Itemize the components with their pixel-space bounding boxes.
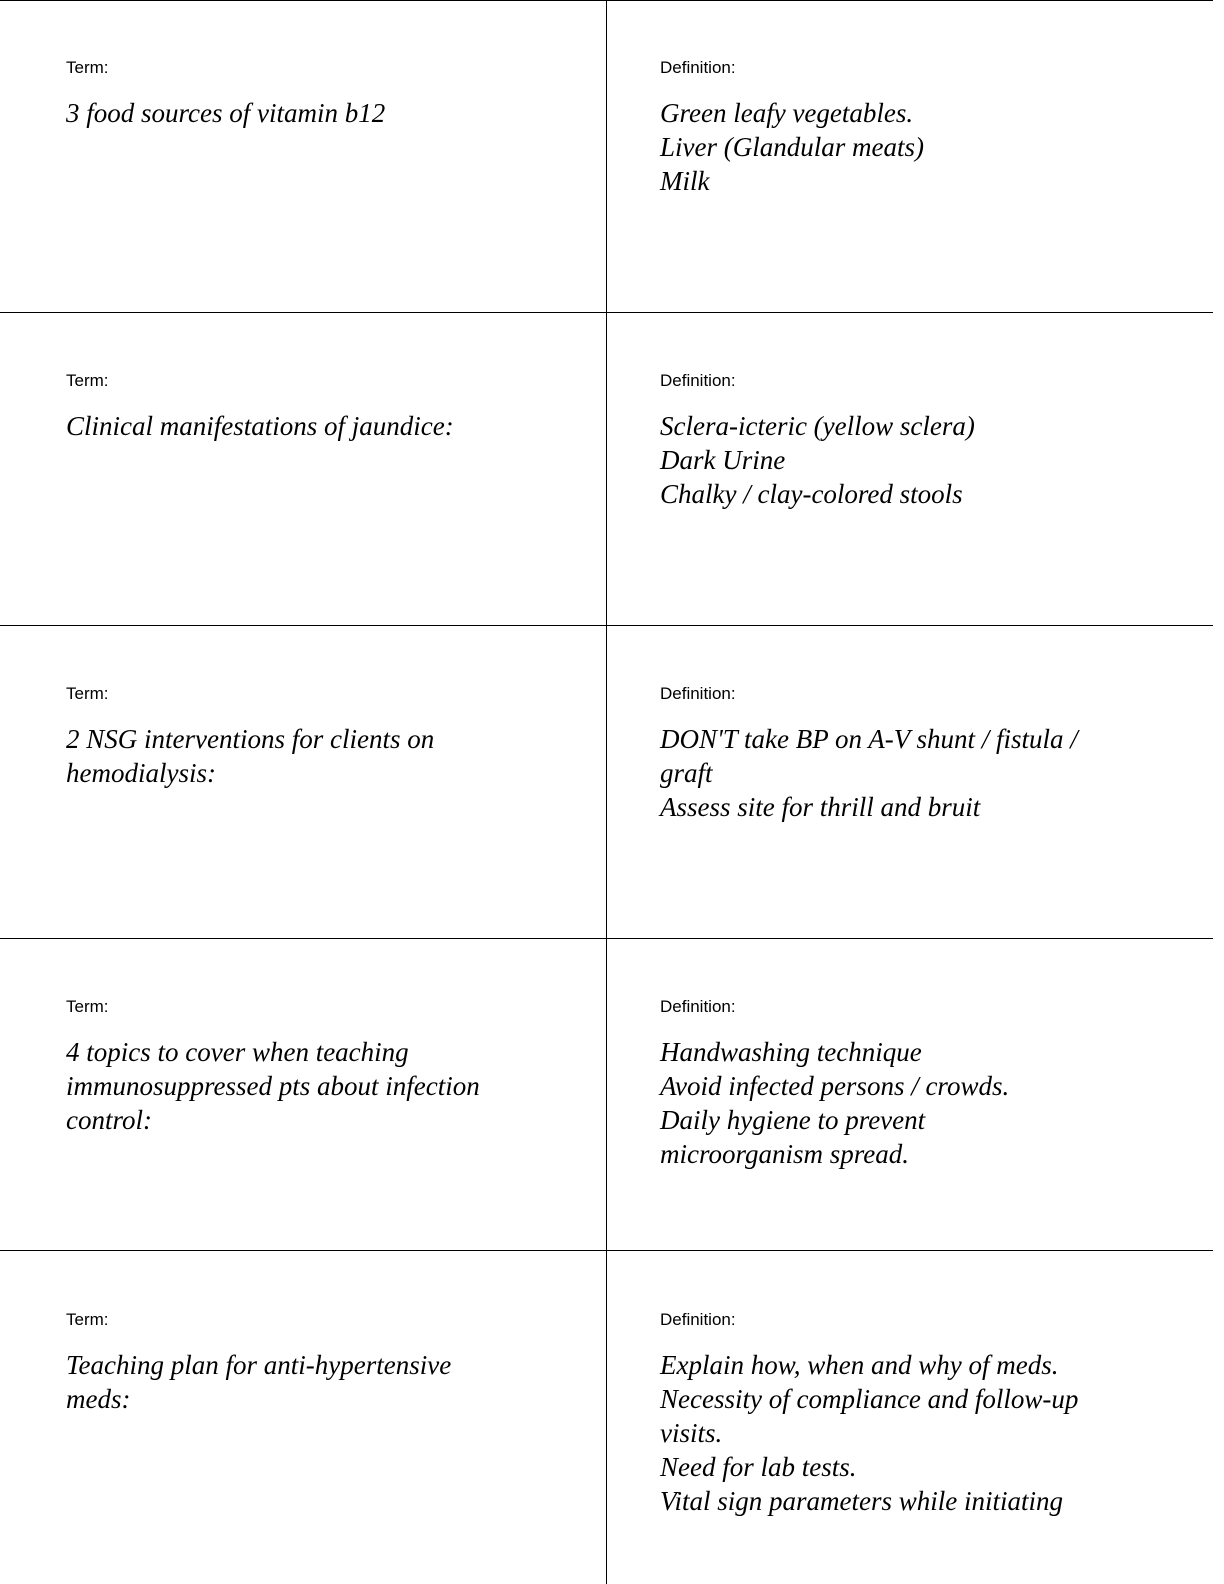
definition-line: Sclera-icteric (yellow sclera) (660, 411, 975, 441)
definition-line: Assess site for thrill and bruit (660, 792, 981, 822)
definition-label: Definition: (660, 997, 736, 1016)
card-4-term (66, 997, 566, 1137)
term-text (66, 722, 566, 790)
definition-line: Handwashing technique (660, 1037, 922, 1067)
definition-label: Definition: (660, 371, 736, 390)
definition-line: Avoid infected persons / crowds. (660, 1071, 1010, 1101)
term-line: immunosuppressed pts about infection (66, 1071, 480, 1101)
term-line: 3 food sources of vitamin b12 (66, 98, 386, 128)
definition-line: Explain how, when and why of meds. (660, 1350, 1059, 1380)
term-label: Term: (66, 58, 109, 77)
term-label: Term: (66, 684, 109, 703)
term-line: 4 topics to cover when teaching (66, 1037, 409, 1067)
card-2-definition (660, 371, 1170, 511)
term-text (66, 409, 566, 443)
definition-line: Dark Urine (660, 445, 786, 475)
definition-line: visits. (660, 1418, 723, 1448)
definition-line: Liver (Glandular meats) (660, 132, 924, 162)
definition-line: DON'T take BP on A-V shunt / fistula / (660, 724, 1078, 754)
term-text (66, 1035, 566, 1137)
definition-text (660, 96, 1170, 198)
card-5-definition (660, 1310, 1170, 1518)
card-1-term (66, 58, 566, 130)
definition-line: microorganism spread. (660, 1139, 909, 1169)
definition-line: Milk (660, 166, 710, 196)
card-2-term (66, 371, 566, 443)
card-3-definition (660, 684, 1170, 824)
card-5-term (66, 1310, 566, 1416)
definition-label: Definition: (660, 58, 736, 77)
term-label: Term: (66, 1310, 109, 1329)
term-line: 2 NSG interventions for clients on (66, 724, 435, 754)
card-1-definition (660, 58, 1170, 198)
definition-line: Daily hygiene to prevent (660, 1105, 926, 1135)
term-line: hemodialysis: (66, 758, 216, 788)
definition-label: Definition: (660, 684, 736, 703)
definition-text (660, 1035, 1170, 1171)
term-line: Clinical manifestations of jaundice: (66, 411, 454, 441)
term-text (66, 96, 566, 130)
definition-label: Definition: (660, 1310, 736, 1329)
definition-text (660, 1348, 1170, 1518)
definition-line: Need for lab tests. (660, 1452, 857, 1482)
definition-text (660, 722, 1170, 824)
definition-line: Chalky / clay-colored stools (660, 479, 963, 509)
card-3-term (66, 684, 566, 790)
definition-line: graft (660, 758, 713, 788)
definition-text (660, 409, 1170, 511)
definition-line: Vital sign parameters while initiating (660, 1486, 1063, 1516)
definition-line: Necessity of compliance and follow-up (660, 1384, 1079, 1414)
term-label: Term: (66, 371, 109, 390)
term-text (66, 1348, 566, 1416)
term-line: control: (66, 1105, 152, 1135)
definition-line: Green leafy vegetables. (660, 98, 914, 128)
term-label: Term: (66, 997, 109, 1016)
column-divider (606, 0, 607, 1584)
term-line: Teaching plan for anti-hypertensive (66, 1350, 452, 1380)
card-4-definition (660, 997, 1170, 1171)
term-line: meds: (66, 1384, 131, 1414)
